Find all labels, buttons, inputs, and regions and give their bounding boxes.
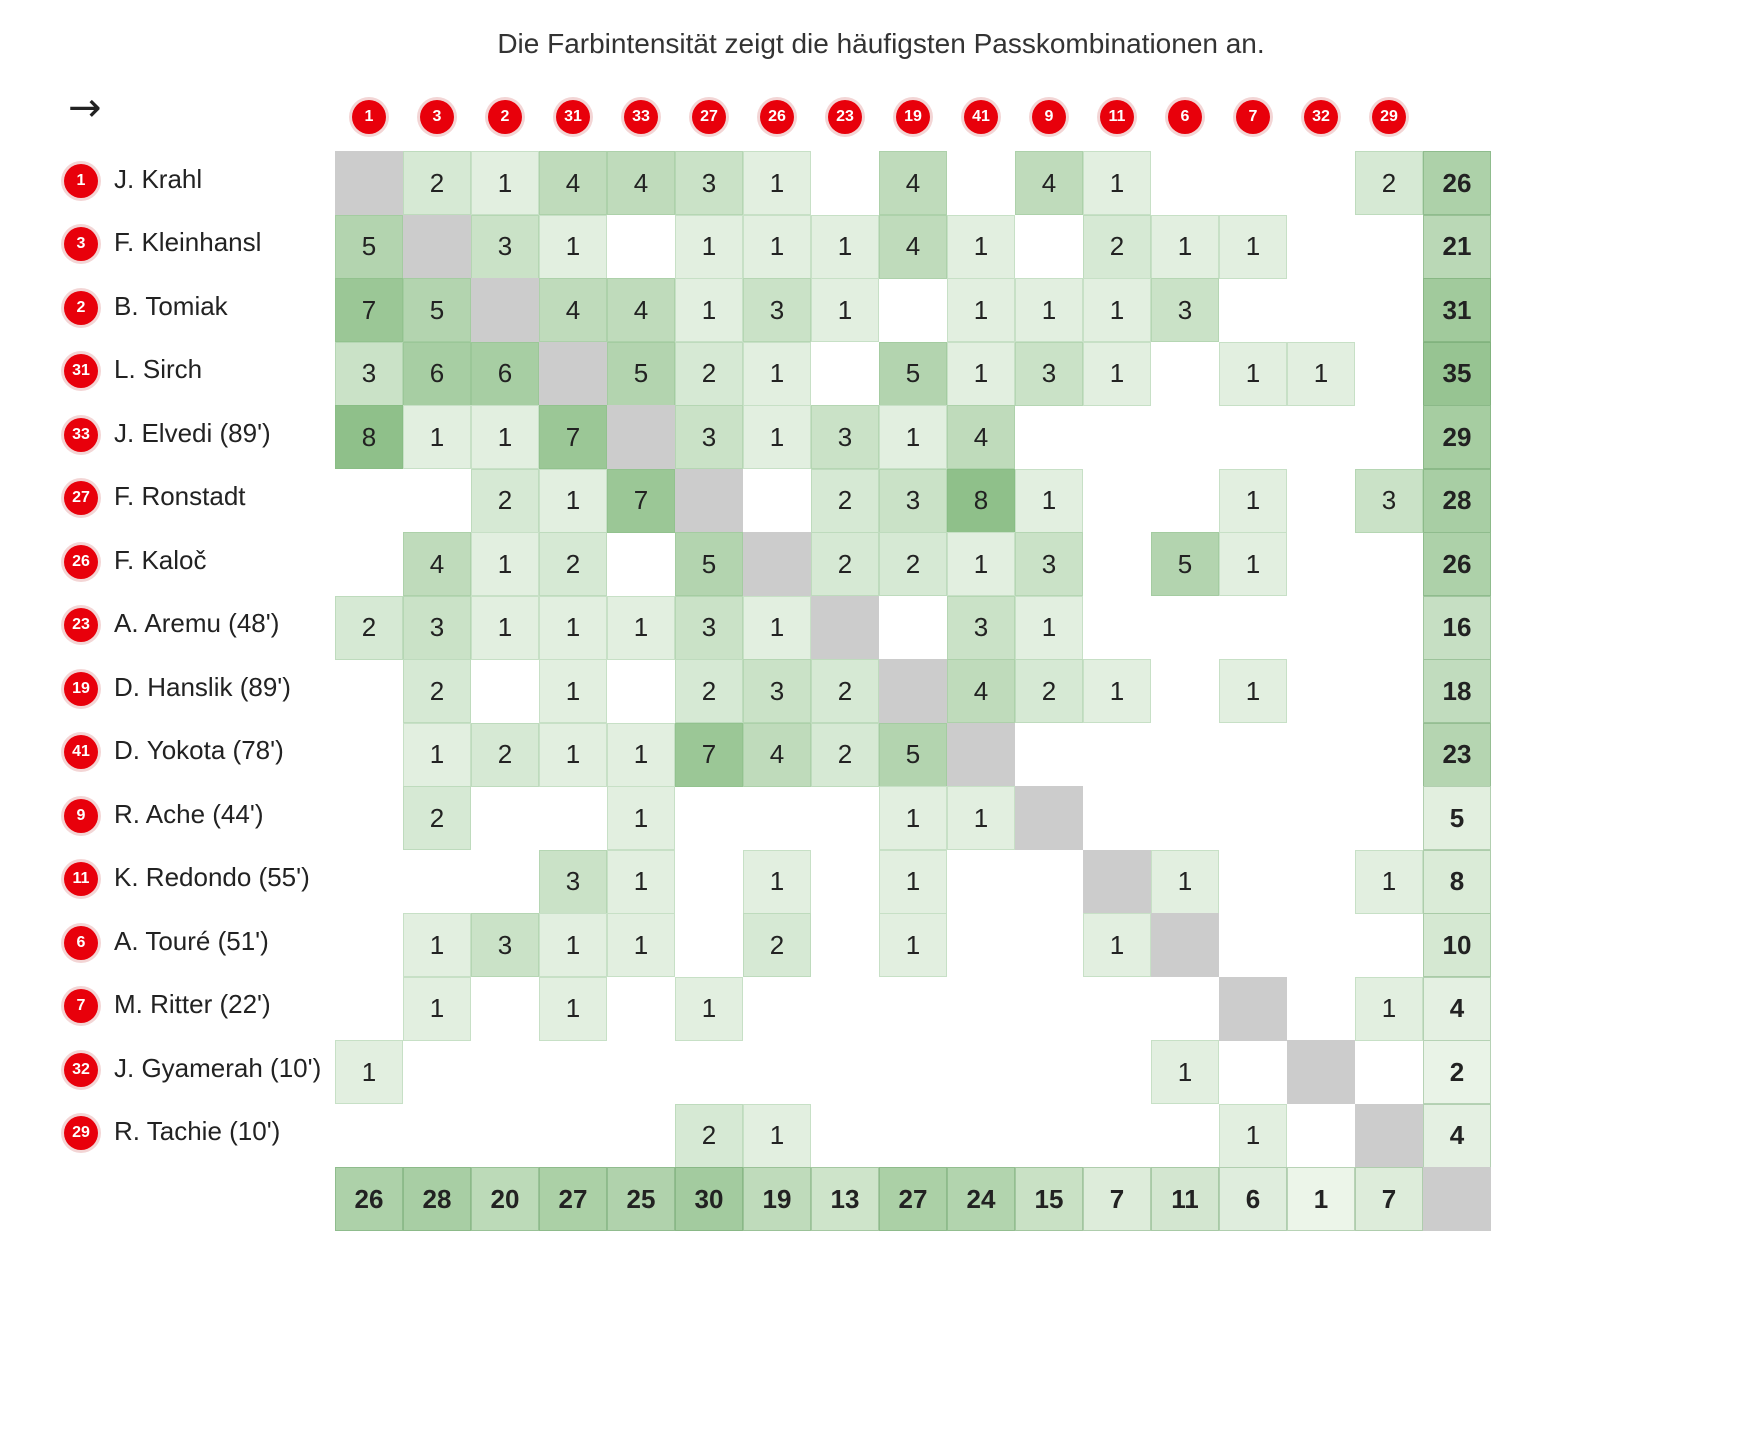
col-player-number: 26: [768, 108, 786, 125]
matrix-cell: 4: [947, 405, 1015, 469]
matrix-cell: 1: [607, 850, 675, 914]
matrix-cell: 1: [607, 723, 675, 787]
row-total-cell: 4: [1423, 977, 1491, 1041]
matrix-cell: 1: [1015, 596, 1083, 660]
row-player-badge: [64, 545, 98, 579]
col-player-number: 33: [632, 108, 650, 125]
row-player-number: 3: [76, 235, 86, 253]
col-player-badge: [488, 100, 522, 134]
col-total-cell: 15: [1015, 1167, 1083, 1231]
matrix-cell: 1: [335, 1040, 403, 1104]
row-total-cell: 31: [1423, 278, 1491, 342]
matrix-cell: 2: [403, 786, 471, 850]
matrix-cell: 1: [743, 342, 811, 406]
col-total-cell: 24: [947, 1167, 1015, 1231]
col-total-cell: 6: [1219, 1167, 1287, 1231]
row-player-number: 9: [76, 806, 86, 824]
row-player-badge: [64, 291, 98, 325]
matrix-cell: 1: [539, 977, 607, 1041]
matrix-cell: 3: [947, 596, 1015, 660]
matrix-cell: 7: [607, 469, 675, 533]
col-player-badge: [828, 100, 862, 134]
matrix-cell: 4: [879, 151, 947, 215]
matrix-cell: 4: [539, 278, 607, 342]
matrix-cell: 1: [1287, 342, 1355, 406]
col-player-badge: [1304, 100, 1338, 134]
matrix-cell: 3: [743, 659, 811, 723]
col-player-badge: [420, 100, 454, 134]
row-player-badge: [64, 989, 98, 1023]
col-player-badge: [1032, 100, 1066, 134]
col-player-number: 11: [1108, 108, 1126, 125]
matrix-cell: 2: [1015, 659, 1083, 723]
matrix-cell: 2: [675, 659, 743, 723]
row-player-name: F. Ronstadt: [114, 481, 246, 512]
matrix-cell: 1: [1219, 1104, 1287, 1168]
matrix-cell: 1: [1219, 215, 1287, 279]
matrix-cell: 1: [1083, 342, 1151, 406]
matrix-cell: 1: [539, 913, 607, 977]
matrix-cell: 3: [1355, 469, 1423, 533]
row-player-number: 32: [72, 1060, 90, 1078]
matrix-cell: 1: [539, 659, 607, 723]
col-player-number: 32: [1312, 108, 1330, 125]
chart-subtitle: Die Farbintensität zeigt die häufigsten Passkombinationen an.: [497, 28, 1265, 59]
col-player-number: 7: [1248, 108, 1258, 125]
col-total-cell: 19: [743, 1167, 811, 1231]
matrix-cell: 2: [471, 723, 539, 787]
matrix-cell: 1: [539, 723, 607, 787]
matrix-cell: 3: [675, 596, 743, 660]
col-player-badge: [760, 100, 794, 134]
matrix-cell: 2: [743, 913, 811, 977]
row-total-cell: 16: [1423, 596, 1491, 660]
matrix-cell: 5: [879, 723, 947, 787]
col-total-cell: 13: [811, 1167, 879, 1231]
matrix-cell: 4: [879, 215, 947, 279]
row-player-name: F. Kleinhansl: [114, 227, 262, 258]
col-player-number: 3: [432, 108, 442, 125]
row-player-number: 41: [72, 743, 90, 761]
col-total-cell: 25: [607, 1167, 675, 1231]
row-player-badge: [64, 608, 98, 642]
matrix-cell: 1: [403, 913, 471, 977]
matrix-cell: 2: [811, 723, 879, 787]
matrix-cell: 3: [743, 278, 811, 342]
diagonal-cell: [403, 215, 471, 279]
matrix-cell: 3: [675, 405, 743, 469]
matrix-cell: 1: [743, 596, 811, 660]
col-player-number: 19: [904, 108, 922, 125]
col-player-number: 27: [700, 108, 718, 125]
row-total-cell: 23: [1423, 723, 1491, 787]
diagonal-cell: [1219, 977, 1287, 1041]
matrix-cell: 1: [1219, 342, 1287, 406]
diagonal-cell: [1015, 786, 1083, 850]
matrix-cell: 1: [1083, 913, 1151, 977]
matrix-cell: 1: [1015, 278, 1083, 342]
col-player-number: 1: [364, 108, 374, 125]
matrix-cell: 1: [947, 278, 1015, 342]
matrix-cell: 1: [1151, 1040, 1219, 1104]
col-total-cell: 1: [1287, 1167, 1355, 1231]
matrix-cell: 1: [471, 405, 539, 469]
matrix-cell: 1: [607, 786, 675, 850]
matrix-cell: 1: [1083, 659, 1151, 723]
matrix-cell: 1: [1355, 850, 1423, 914]
col-player-badge: [964, 100, 998, 134]
col-player-badge: [692, 100, 726, 134]
row-player-number: 31: [72, 362, 90, 380]
row-player-name: K. Redondo (55'): [114, 862, 310, 893]
matrix-cell: 5: [1151, 532, 1219, 596]
matrix-cell: 1: [947, 342, 1015, 406]
matrix-cell: 3: [403, 596, 471, 660]
matrix-cell: 3: [471, 215, 539, 279]
matrix-cell: 6: [471, 342, 539, 406]
matrix-cell: 1: [539, 215, 607, 279]
col-player-badge: [352, 100, 386, 134]
row-player-name: J. Elvedi (89'): [114, 417, 271, 448]
row-total-cell: 10: [1423, 913, 1491, 977]
row-total-cell: 26: [1423, 151, 1491, 215]
matrix-cell: 4: [607, 278, 675, 342]
matrix-cell: 1: [879, 913, 947, 977]
diagonal-cell: [539, 342, 607, 406]
diagonal-cell: [471, 278, 539, 342]
matrix-cell: 2: [471, 469, 539, 533]
matrix-cell: 4: [947, 659, 1015, 723]
matrix-cell: 2: [811, 469, 879, 533]
row-player-name: R. Ache (44'): [114, 798, 264, 829]
matrix-cell: 1: [743, 405, 811, 469]
matrix-cell: 7: [335, 278, 403, 342]
row-total-cell: 26: [1423, 532, 1491, 596]
matrix-cell: 3: [1015, 532, 1083, 596]
row-player-number: 2: [76, 298, 86, 316]
matrix-cell: 2: [675, 1104, 743, 1168]
col-player-badge: [556, 100, 590, 134]
col-player-number: 41: [972, 108, 990, 125]
col-total-cell: 26: [335, 1167, 403, 1231]
col-player-badge: [896, 100, 930, 134]
matrix-cell: 2: [811, 532, 879, 596]
matrix-cell: 2: [335, 596, 403, 660]
row-total-cell: 21: [1423, 215, 1491, 279]
matrix-cell: 5: [879, 342, 947, 406]
matrix-cell: 1: [539, 596, 607, 660]
matrix-cell: 1: [1151, 850, 1219, 914]
matrix-cell: 2: [403, 659, 471, 723]
matrix-cell: 1: [879, 850, 947, 914]
matrix-cell: 1: [471, 596, 539, 660]
matrix-cell: 2: [1355, 151, 1423, 215]
matrix-cell: 4: [539, 151, 607, 215]
col-player-number: 2: [500, 108, 510, 125]
row-player-name: D. Hanslik (89'): [114, 671, 291, 702]
row-player-badge: [64, 164, 98, 198]
diagonal-cell: [811, 596, 879, 660]
matrix-cell: 2: [811, 659, 879, 723]
row-player-number: 23: [72, 616, 90, 634]
col-total-cell: 11: [1151, 1167, 1219, 1231]
matrix-cell: 4: [1015, 151, 1083, 215]
col-total-cell: 30: [675, 1167, 743, 1231]
row-player-name: A. Aremu (48'): [114, 608, 280, 639]
col-player-badge: [624, 100, 658, 134]
matrix-cell: 1: [675, 278, 743, 342]
matrix-cell: 1: [607, 596, 675, 660]
row-player-badge: [64, 862, 98, 896]
matrix-cell: 4: [607, 151, 675, 215]
matrix-cell: 1: [811, 278, 879, 342]
row-player-number: 27: [72, 489, 90, 507]
matrix-cell: 8: [335, 405, 403, 469]
matrix-cell: 1: [403, 723, 471, 787]
matrix-cell: 7: [675, 723, 743, 787]
col-player-number: 29: [1380, 108, 1398, 125]
matrix-cell: 1: [743, 1104, 811, 1168]
matrix-cell: 1: [1083, 151, 1151, 215]
col-player-badge: [1372, 100, 1406, 134]
matrix-cell: 2: [879, 532, 947, 596]
matrix-cell: 1: [879, 405, 947, 469]
row-player-name: D. Yokota (78'): [114, 735, 284, 766]
col-player-badge: [1236, 100, 1270, 134]
diagonal-cell: [1355, 1104, 1423, 1168]
matrix-cell: 1: [947, 532, 1015, 596]
row-player-name: M. Ritter (22'): [114, 989, 271, 1020]
matrix-cell: 1: [743, 151, 811, 215]
matrix-cell: 1: [1355, 977, 1423, 1041]
row-player-number: 11: [72, 870, 90, 888]
matrix-cell: 3: [1151, 278, 1219, 342]
matrix-cell: 1: [743, 850, 811, 914]
matrix-cell: 5: [403, 278, 471, 342]
diagonal-cell: [1287, 1040, 1355, 1104]
matrix-cell: 2: [675, 342, 743, 406]
row-player-name: J. Gyamerah (10'): [114, 1052, 322, 1083]
matrix-cell: 1: [471, 151, 539, 215]
row-player-number: 7: [76, 997, 86, 1015]
matrix-cell: 2: [403, 151, 471, 215]
matrix-cell: 2: [539, 532, 607, 596]
diagonal-cell: [607, 405, 675, 469]
row-player-name: R. Tachie (10'): [114, 1116, 281, 1147]
matrix-cell: 1: [607, 913, 675, 977]
col-player-number: 9: [1044, 108, 1054, 125]
matrix-cell: 3: [335, 342, 403, 406]
col-player-badge: [1168, 100, 1202, 134]
matrix-cell: 1: [879, 786, 947, 850]
matrix-cell: 1: [675, 977, 743, 1041]
matrix-cell: 6: [403, 342, 471, 406]
row-player-badge: [64, 1116, 98, 1150]
col-total-cell: 27: [539, 1167, 607, 1231]
matrix-cell: 8: [947, 469, 1015, 533]
row-total-cell: 4: [1423, 1104, 1491, 1168]
matrix-cell: 5: [607, 342, 675, 406]
row-player-number: 6: [76, 933, 86, 951]
row-player-badge: [64, 481, 98, 515]
row-player-name: A. Touré (51'): [114, 925, 269, 956]
matrix-cell: 3: [539, 850, 607, 914]
row-player-badge: [64, 1053, 98, 1087]
matrix-cell: 3: [675, 151, 743, 215]
row-player-number: 26: [72, 552, 90, 570]
matrix-cell: 1: [675, 215, 743, 279]
diagonal-cell: [743, 532, 811, 596]
row-player-name: B. Tomiak: [114, 290, 228, 321]
row-player-badge: [64, 354, 98, 388]
col-player-badge: [1100, 100, 1134, 134]
row-player-number: 29: [72, 1124, 90, 1142]
matrix-cell: 1: [1015, 469, 1083, 533]
row-total-cell: 5: [1423, 786, 1491, 850]
matrix-cell: 3: [811, 405, 879, 469]
matrix-cell: 1: [1219, 532, 1287, 596]
matrix-cell: 1: [1219, 469, 1287, 533]
row-total-cell: 28: [1423, 469, 1491, 533]
matrix-cell: 1: [539, 469, 607, 533]
matrix-cell: 1: [947, 786, 1015, 850]
diagonal-cell: [1083, 850, 1151, 914]
row-player-badge: [64, 418, 98, 452]
col-player-number: 6: [1180, 108, 1190, 125]
matrix-cell: 5: [675, 532, 743, 596]
diagonal-cell: [1151, 913, 1219, 977]
row-player-number: 19: [72, 679, 90, 697]
row-player-name: J. Krahl: [114, 163, 203, 194]
row-player-badge: [64, 799, 98, 833]
matrix-cell: 1: [1151, 215, 1219, 279]
col-total-cell: 28: [403, 1167, 471, 1231]
row-total-cell: 29: [1423, 405, 1491, 469]
row-total-cell: 2: [1423, 1040, 1491, 1104]
matrix-cell: 1: [403, 405, 471, 469]
matrix-cell: 5: [335, 215, 403, 279]
diagonal-cell: [335, 151, 403, 215]
col-total-cell: 27: [879, 1167, 947, 1231]
col-player-number: 31: [564, 108, 582, 125]
direction-arrow-icon: →: [68, 85, 102, 131]
matrix-cell: 1: [1219, 659, 1287, 723]
matrix-cell: 3: [879, 469, 947, 533]
row-total-cell: 35: [1423, 342, 1491, 406]
col-total-cell: 7: [1355, 1167, 1423, 1231]
col-total-cell: 7: [1083, 1167, 1151, 1231]
diagonal-cell: [675, 469, 743, 533]
matrix-cell: 1: [403, 977, 471, 1041]
diagonal-cell: [879, 659, 947, 723]
matrix-cell: 1: [743, 215, 811, 279]
row-player-badge: [64, 672, 98, 706]
row-player-number: 33: [72, 425, 90, 443]
row-player-name: L. Sirch: [114, 354, 203, 385]
matrix-cell: 1: [947, 215, 1015, 279]
row-player-number: 1: [76, 171, 86, 189]
row-player-badge: [64, 926, 98, 960]
matrix-cell: 4: [403, 532, 471, 596]
row-player-badge: [64, 735, 98, 769]
row-total-cell: 8: [1423, 850, 1491, 914]
row-player-badge: [64, 227, 98, 261]
diagonal-cell: [947, 723, 1015, 787]
matrix-cell: 3: [1015, 342, 1083, 406]
row-player-name: F. Kaloč: [114, 544, 207, 575]
matrix-cell: 4: [743, 723, 811, 787]
matrix-cell: 2: [1083, 215, 1151, 279]
matrix-cell: 3: [471, 913, 539, 977]
matrix-cell: 1: [1083, 278, 1151, 342]
row-total-cell: 18: [1423, 659, 1491, 723]
matrix-cell: 1: [471, 532, 539, 596]
corner-cell: [1423, 1167, 1491, 1231]
matrix-cell: 1: [811, 215, 879, 279]
col-player-number: 23: [836, 108, 854, 125]
col-total-cell: 20: [471, 1167, 539, 1231]
matrix-cell: 7: [539, 405, 607, 469]
